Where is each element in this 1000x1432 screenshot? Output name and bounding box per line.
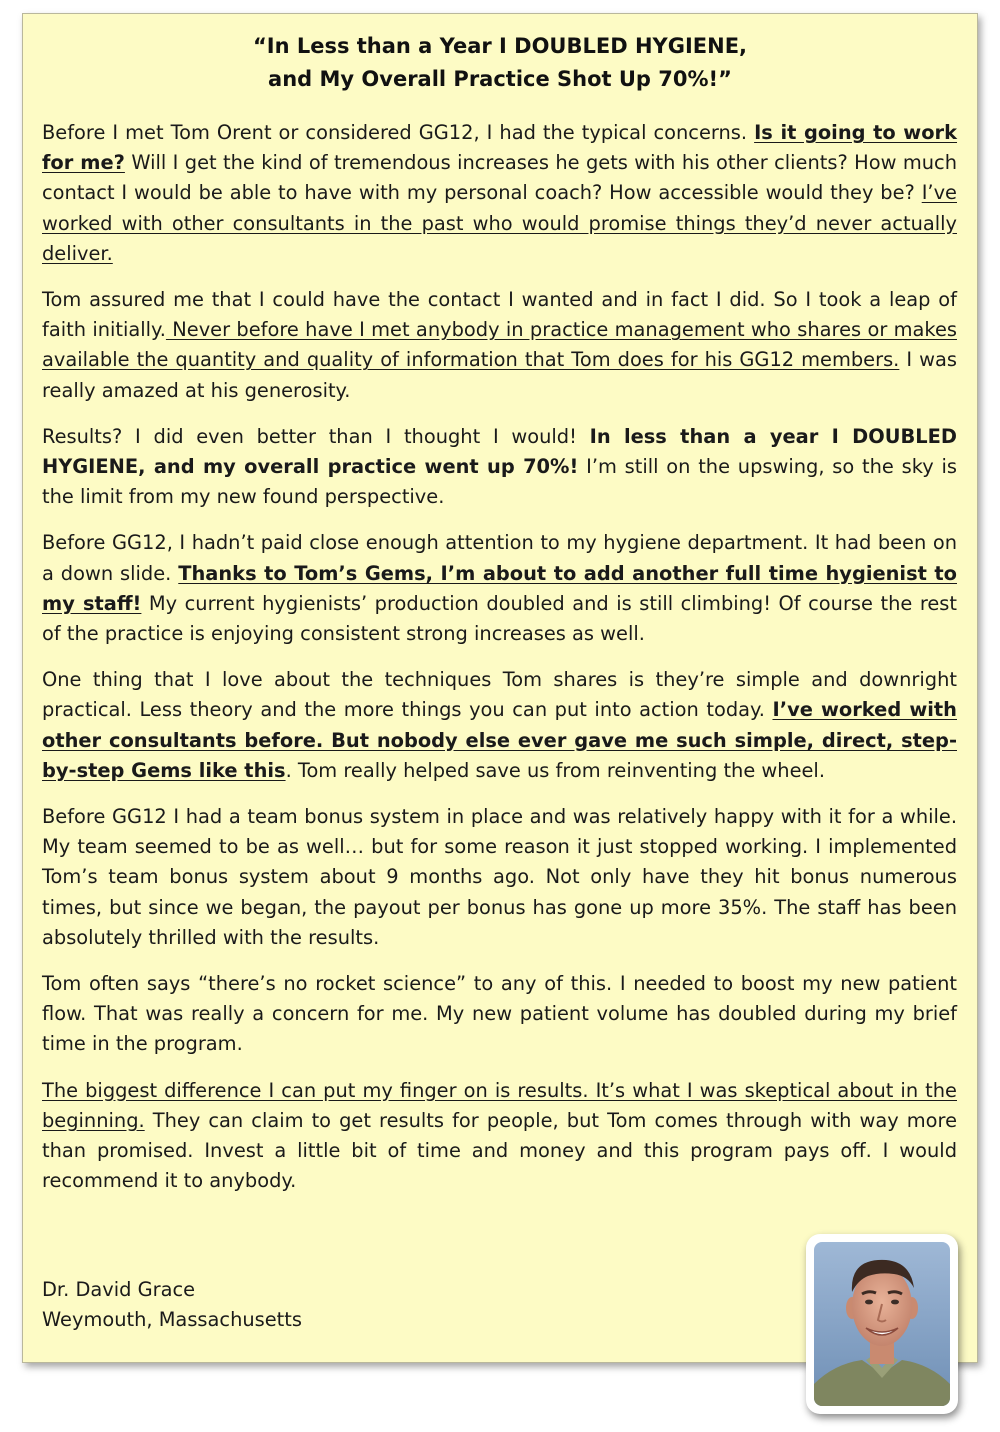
testimonial-paragraph — [42, 802, 957, 953]
emphasized-text: Thanks to Tom’s Gems, I’m about to add another full time hygienist to my staff! — [42, 561, 957, 615]
testimonial-paragraph — [42, 118, 957, 269]
testimonial-paragraph — [42, 285, 957, 406]
emphasized-text: Never before have I met anybody in practice management who shares or makes available the quantity and quality of information that Tom does for his GG12 members. — [42, 318, 957, 372]
testimonial-paragraph — [42, 665, 957, 786]
headline-line-2: and My Overall Practice Shot Up 70%!” — [268, 67, 732, 91]
author-name: Dr. David Grace — [42, 1278, 196, 1301]
emphasized-text: I’ve worked with other consultants before. But nobody else ever gave me such simple, direct, step-by-step Gems like this — [42, 698, 957, 782]
emphasized-text: Is it going to work for me? — [42, 121, 958, 175]
author-portrait-image — [814, 1242, 950, 1406]
paragraph-text: Before GG12, I hadn’t paid close enough attention to my hygiene department. It had been on a down slide. — [42, 531, 957, 585]
author-location: Weymouth, Massachusetts — [42, 1308, 302, 1331]
paragraph-text: One thing that I love about the techniques Tom shares is they’re simple and downright practical. Less theory and the more things you can put into action today. — [42, 668, 957, 722]
paragraph-text: They can claim to get results for people, but Tom comes through with way more than promised. Invest a little bit of time and money and this program pays off. I would recommend it to anybody. — [42, 1108, 957, 1193]
paragraph-text: Results? I did even better than I thought I would! — [42, 424, 590, 448]
emphasized-text: In less than a year I DOUBLED HYGIENE, and my overall practice went up 70%! — [42, 424, 957, 479]
author-photo — [806, 1234, 958, 1414]
signature — [42, 1275, 302, 1335]
paragraph-text: Before GG12 I had a team bonus system in place and was relatively happy with it for a while. My team seemed to be as well… but for some reason it just stopped working. I implemented Tom’s team bonus system about 9 months ago. Not only have they hit bonus numerous times, but since we began, the payout per bonus has gone up more 35%. The staff has been absolutely thrilled with the results. — [42, 805, 957, 949]
testimonial-paragraph — [42, 1076, 957, 1197]
paragraph-text: I was really amazed at his generosity. — [42, 348, 958, 402]
testimonial-paragraph — [42, 969, 957, 1060]
paragraph-text: Tom often says “there’s no rocket science” to any of this. I needed to boost my new patient flow. That was really a concern for me. My new patient volume has doubled during my brief time in the program. — [42, 972, 957, 1056]
paragraph-text: My current hygienists’ production doubled and is still climbing! Of course the rest of the practice is enjoying consistent strong increases as well. — [42, 591, 957, 646]
paragraph-text: I’m still on the upswing, so the sky is the limit from my new found perspective. — [42, 455, 957, 509]
testimonial-body — [42, 118, 957, 1213]
emphasized-text: I’ve worked with other consultants in the past who would promise things they’d never actually deliver. — [42, 181, 957, 265]
emphasized-text: The biggest difference I can put my finger on is results. It’s what I was skeptical about in the beginning. — [42, 1078, 957, 1132]
paragraph-text: Tom assured me that I could have the contact I wanted and in fact I did. So I took a leap of faith initially. — [42, 288, 957, 342]
headline-line-1: “In Less than a Year I DOUBLED HYGIENE, — [252, 34, 748, 58]
testimonial-paragraph — [42, 528, 957, 649]
testimonial-paragraph — [42, 422, 957, 513]
paragraph-text: Before I met Tom Orent or considered GG12, I had the typical concerns. — [42, 121, 755, 144]
testimonial-headline — [0, 30, 1000, 96]
paragraph-text: Will I get the kind of tremendous increases he gets with his other clients? How much contact I would be able to have with my personal coach? How accessible would they be? — [42, 151, 957, 205]
paragraph-text: . Tom really helped save us from reinventing the wheel. — [285, 758, 825, 782]
